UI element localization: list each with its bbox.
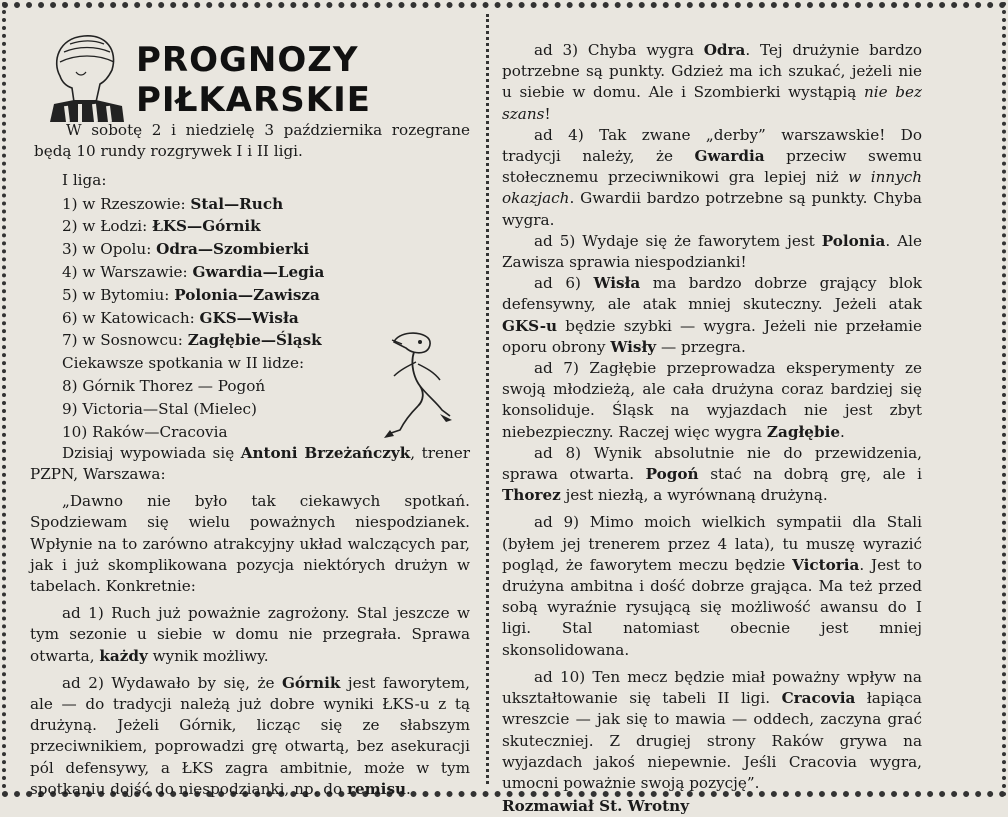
- fixture-2-venue: 2) w Łodzi:: [62, 217, 148, 236]
- fixture-5: [30, 285, 470, 306]
- fixture-2: [30, 216, 470, 237]
- fixture-4: [30, 262, 470, 283]
- left-column: [30, 120, 470, 800]
- prediction-9: ad 9) Mimo moich wielkich sympatii dla Stali (byłem jej trenerem przez 4 lata), tu muszę wyrazić pogląd, że faworytem meczu będzie Victoria. Jest to drużyna ambitna i dość dobrze grająca. Ma też przed sobą wyraźnie rysującą się możliwość awansu do I ligi. Stal natomiast obecnie jest mniej skonsolidowana.: [502, 513, 922, 659]
- signature: Rozmawiał St. Wrotny: [502, 797, 690, 816]
- league1-label: I liga:: [62, 171, 107, 190]
- article-title: [136, 40, 371, 120]
- prediction-6: ad 6) Wisła ma bardzo dobrze grający blok defensywny, ale atak mniej skuteczny. Jeżeli atak GKS-u będzie szybki — wygra. Jeżeli nie przełamie oporu obrony Wisły — przegra.: [502, 274, 922, 356]
- fixture-6-teams: GKS—Wisła: [199, 308, 299, 327]
- fixture-5-venue: 5) w Bytomiu:: [62, 285, 170, 304]
- prediction-10: ad 10) Ten mecz będzie miał poważny wpływ na ukształtowanie się tabeli II ligi. Cracovia łapiąca wreszcie — jak się to mawia — oddech, zaczyna grać skuteczniej. Z drugiej strony Raków grywa na wyjazdach jakoś niepewnie. Jeśli Cracovia wygra, umocni poważnie swoją pozycję”.: [502, 667, 922, 792]
- fixture-1-teams: Stal—Ruch: [190, 194, 284, 213]
- prediction-7: ad 7) Zagłębie przeprowadza eksperymenty ze swoją młodzieżą, ale cała drużyna coraz bardziej się konsoliduje. Śląsk na wyjazdach nie jest zbyt niebezpieczny. Raczej więc wygra Zagłębie.: [502, 359, 922, 441]
- prediction-4: ad 4) Tak zwane „derby” warszawskie! Do tradycji należy, że Gwardia przeciw swemu stołecznemu przeciwnikowi gra lepiej niż w innych okazjach. Gwardii bardzo potrzebne są punkty. Chyba wygra.: [502, 125, 922, 229]
- speaker-name: Antoni Brzeżańczyk: [240, 443, 411, 462]
- title-line-1: PROGNOZY: [136, 40, 359, 80]
- fixture-3-venue: 3) w Opolu:: [62, 240, 152, 259]
- prediction-3: ad 3) Chyba wygra Odra. Tej drużynie bardzo potrzebne są punkty. Gdzież ma ich szukać, jeżeli nie u siebie w domu. Ale i Szombierki wystąpią nie bez szans!: [502, 41, 922, 123]
- quote-opening: „Dawno nie było tak ciekawych spotkań. Spodziewam się wielu poważnych niespodzianek. Wpłynie na to zarówno atrakcyjny układ walczących par, jak i już skomplikowana pozycja niektórych drużyn w tabelach. Konkretnie:: [30, 492, 470, 595]
- fixture-2-teams: ŁKS—Górnik: [152, 217, 261, 236]
- fixture-7-venue: 7) w Sosnowcu:: [62, 331, 183, 350]
- fixture-7-teams: Zagłębie—Śląsk: [187, 331, 322, 350]
- fixture-5-teams: Polonia—Zawisza: [174, 285, 320, 304]
- column-divider: [486, 14, 489, 784]
- head-illustration-icon: [46, 32, 128, 122]
- speaker-intro: Dzisiaj wypowiada się Antoni Brzeżańczyk, trener PZPN, Warszawa:: [30, 443, 470, 483]
- fixture-6-venue: 6) w Katowicach:: [62, 308, 195, 327]
- prediction-2: ad 2) Wydawało by się, że Górnik jest faworytem, ale — do tradycji należą już dobre wyniki ŁKS-u z tą drużyną. Jeżeli Górnik, licząc się ze słabszym przeciwnikiem, poprowadzi grę otwartą, bez asekuracji pól defensywy, a ŁKS zagra ambitnie, może w tym spotkaniu dojść do niespodzianki, np. do remisu.: [30, 673, 470, 798]
- fixture-9: 9) Victoria—Stal (Mielec): [62, 399, 257, 418]
- prediction-5: ad 5) Wydaje się że faworytem jest Polonia. Ale Zawisza sprawia niespodzianki!: [502, 231, 922, 272]
- fixture-6: [30, 308, 470, 329]
- prediction-8: ad 8) Wynik absolutnie nie do przewidzenia, sprawa otwarta. Pogoń stać na dobrą grę, ale i Thorez jest niezłą, a wyrównaną drużyną.: [502, 443, 922, 505]
- fixture-1-venue: 1) w Rzeszowie:: [62, 194, 186, 213]
- right-column: [502, 40, 922, 817]
- fixture-8: 8) Górnik Thorez — Pogoń: [62, 376, 266, 395]
- fixture-3-teams: Odra—Szombierki: [156, 240, 310, 259]
- fixture-4-teams: Gwardia—Legia: [192, 263, 325, 281]
- league2-label: Ciekawsze spotkania w II lidze:: [62, 354, 305, 373]
- prediction-1: ad 1) Ruch już poważnie zagrożony. Stal jeszcze w tym sezonie u siebie w domu nie przegrała. Sprawa otwarta, każdy wynik możliwy.: [30, 604, 470, 665]
- title-line-2: PIŁKARSKIE: [136, 80, 371, 120]
- fixture-1: [30, 194, 470, 215]
- fixture-3: [30, 239, 470, 260]
- fixture-7: [30, 330, 470, 351]
- fixture-4-venue: 4) w Warszawie:: [62, 263, 188, 281]
- fixture-10: 10) Raków—Cracovia: [62, 422, 228, 441]
- intro-paragraph: W sobotę 2 i niedzielę 3 października rozegrane będą 10 rundy rozgrywek I i II ligi.: [34, 121, 470, 161]
